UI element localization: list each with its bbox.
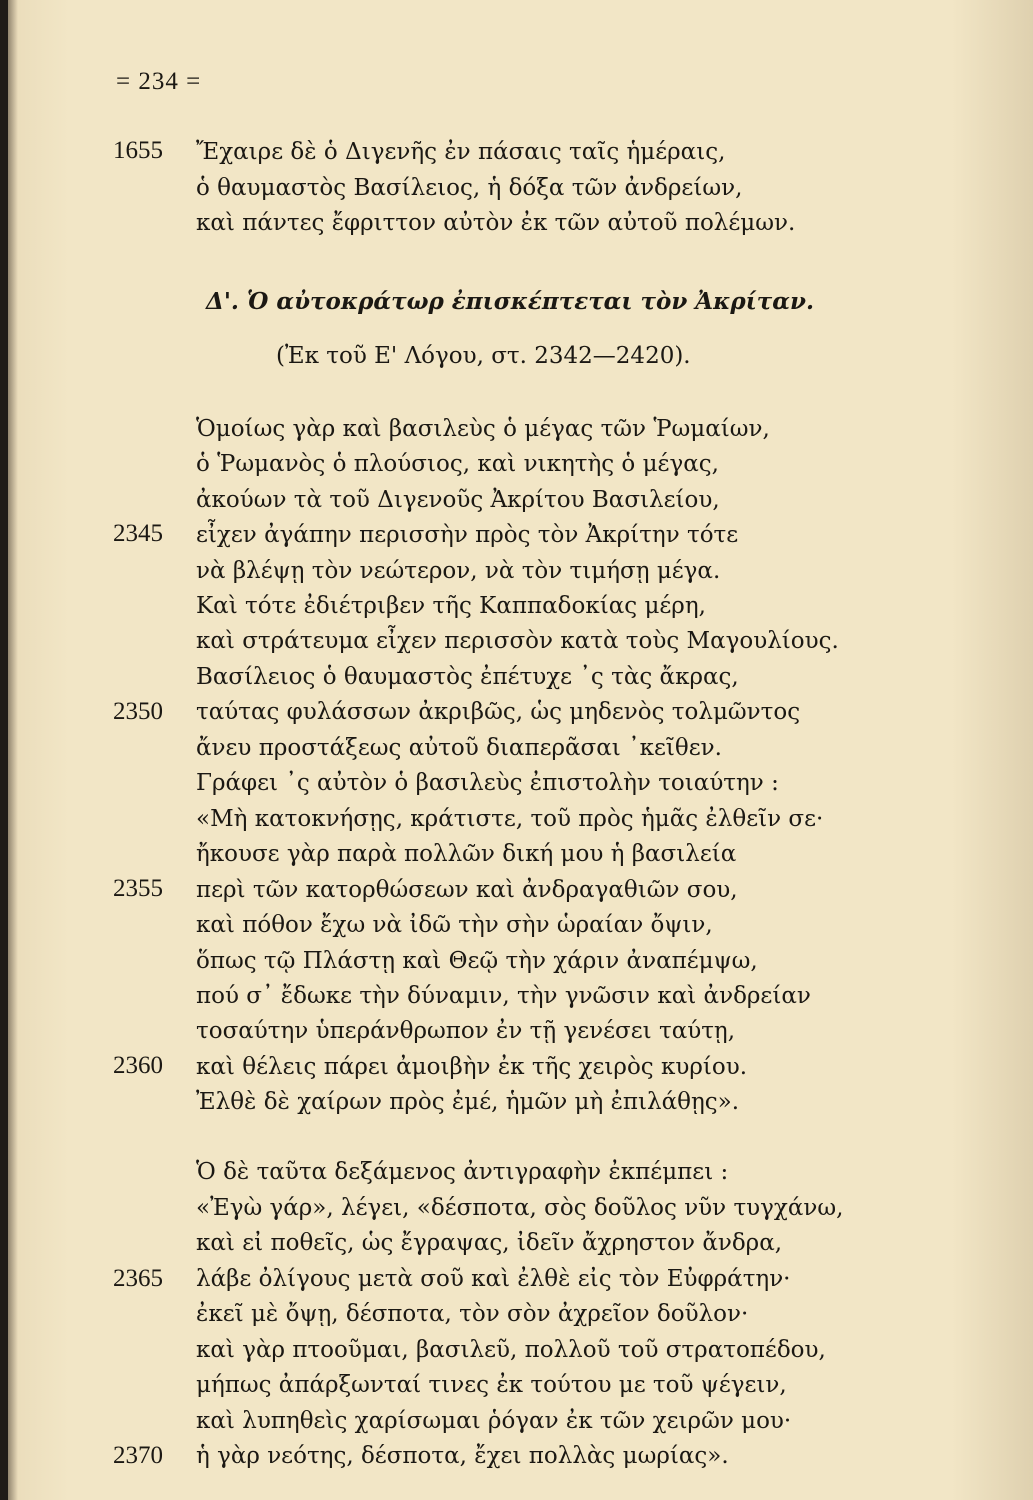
verse-line: καὶ πόθον ἔχω νὰ ἰδῶ τὴν σὴν ὡραίαν ὄψιν, (196, 912, 713, 938)
line-number: 2370 (113, 1442, 163, 1469)
verse-line: Ἐλθὲ δὲ χαίρων πρὸς ἐμέ, ἡμῶν μὴ ἐπιλάθῃς». (196, 1089, 740, 1115)
line-number: 2350 (113, 698, 163, 725)
verse-line: καὶ θέλεις πάρει ἀμοιβὴν ἐκ τῆς χειρὸς κυρίου. (196, 1054, 748, 1080)
verse-line: ὅπως τῷ Πλάστῃ καὶ Θεῷ τὴν χάριν ἀναπέμψω, (196, 948, 758, 974)
verse-line: εἶχεν ἀγάπην περισσὴν πρὸς τὸν Ἀκρίτην τότε (196, 522, 739, 548)
verse-line: καὶ εἰ ποθεῖς, ὡς ἔγραψας, ἰδεῖν ἄχρηστον ἄνδρα, (196, 1230, 783, 1256)
verse-line: λάβε ὀλίγους μετὰ σοῦ καὶ ἐλθὲ εἰς τὸν Εὐφράτην· (196, 1266, 791, 1292)
verse-line: ὁ θαυμαστὸς Βασίλειος, ἡ δόξα τῶν ἀνδρείων, (196, 175, 743, 201)
verse-line: καὶ λυπηθεὶς χαρίσωμαι ῥόγαν ἐκ τῶν χειρῶν μου· (196, 1408, 792, 1434)
section-heading: Δ'. Ὁ αὐτοκράτωρ ἐπισκέπτεται τὸν Ἀκρίταν. (206, 288, 814, 315)
line-number: 1655 (113, 137, 163, 164)
verse-line: τοσαύτην ὑπεράνθρωπον ἐν τῇ γενέσει ταύτῃ, (196, 1018, 736, 1044)
verse-line: «Μὴ κατοκνήσῃς, κράτιστε, τοῦ πρὸς ἡμᾶς ἐλθεῖν σε· (196, 806, 824, 832)
verse-line: Γράφει ᾽ς αὐτὸν ὁ βασιλεὺς ἐπιστολὴν τοιαύτην : (196, 770, 779, 796)
verse-line: Βασίλειος ὁ θαυμαστὸς ἐπέτυχε ᾽ς τὰς ἄκρας, (196, 664, 739, 690)
verse-line: μήπως ἀπάρξωνταί τινες ἐκ τούτου με τοῦ ψέγειν, (196, 1372, 787, 1398)
page-number: = 234 = (116, 68, 202, 95)
verse-line: πού σ᾽ ἔδωκε τὴν δύναμιν, τὴν γνῶσιν καὶ ἀνδρείαν (196, 983, 811, 1009)
verse-line: νὰ βλέψῃ τὸν νεώτερον, νὰ τὸν τιμήσῃ μέγα. (196, 558, 721, 584)
book-page (8, 0, 1033, 1500)
verse-line: ἀκούων τὰ τοῦ Διγενοῦς Ἀκρίτου Βασιλείου, (196, 487, 720, 513)
verse-line: ἐκεῖ μὲ ὄψῃ, δέσποτα, τὸν σὸν ἀχρεῖον δοῦλον· (196, 1301, 749, 1327)
verse-line: περὶ τῶν κατορθώσεων καὶ ἀνδραγαθιῶν σου, (196, 877, 738, 903)
verse-line: ἄνευ προστάξεως αὐτοῦ διαπερᾶσαι ᾽κεῖθεν. (196, 735, 722, 761)
verse-line: Ὁμοίως γὰρ καὶ βασιλεὺς ὁ μέγας τῶν Ῥωμαίων, (196, 416, 770, 442)
page-edge-shadow (8, 0, 18, 1500)
verse-line: Καὶ τότε ἐδιέτριβεν τῆς Καππαδοκίας μέρη, (196, 593, 706, 619)
verse-line: ἤκουσε γὰρ παρὰ πολλῶν δική μου ἡ βασιλεία (196, 841, 737, 867)
verse-line: καὶ στράτευμα εἶχεν περισσὸν κατὰ τοὺς Μαγουλίους. (196, 628, 839, 654)
verse-line: Ὁ δὲ ταῦτα δεξάμενος ἀντιγραφὴν ἐκπέμπει : (196, 1159, 729, 1185)
verse-line: ὁ Ῥωμανὸς ὁ πλούσιος, καὶ νικητὴς ὁ μέγας, (196, 451, 719, 477)
verse-line: «Ἐγὼ γάρ», λέγει, «δέσποτα, σὸς δοῦλος νῦν τυγχάνω, (196, 1195, 844, 1221)
line-number: 2365 (113, 1265, 163, 1292)
verse-line: Ἔχαιρε δὲ ὁ Διγενῆς ἐν πάσαις ταῖς ἡμέραις, (196, 139, 726, 165)
line-number: 2345 (113, 520, 163, 547)
verse-line: καὶ γὰρ πτοοῦμαι, βασιλεῦ, πολλοῦ τοῦ στρατοπέδου, (196, 1337, 826, 1363)
verse-line: ταύτας φυλάσσων ἀκριβῶς, ὡς μηδενὸς τολμῶντος (196, 699, 801, 725)
section-subheading: (Ἐκ τοῦ Ε' Λόγου, στ. 2342—2420). (276, 343, 691, 369)
line-number: 2360 (113, 1052, 163, 1079)
verse-line: καὶ πάντες ἔφριττον αὐτὸν ἐκ τῶν αὐτοῦ πολέμων. (196, 210, 796, 236)
line-number: 2355 (113, 875, 163, 902)
verse-line: ἡ γὰρ νεότης, δέσποτα, ἔχει πολλὰς μωρίας». (196, 1443, 729, 1469)
